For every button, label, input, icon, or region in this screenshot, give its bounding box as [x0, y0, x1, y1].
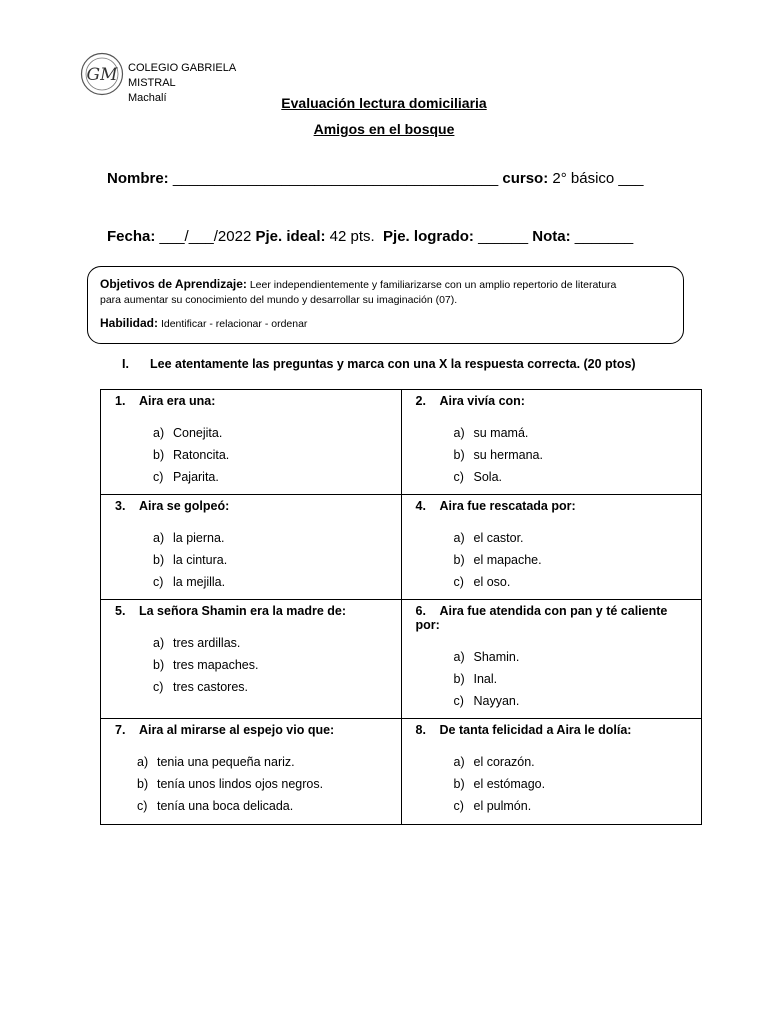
answer-option[interactable]: c) tres castores. — [153, 680, 249, 694]
answer-option[interactable]: b) tenía unos lindos ojos negros. — [137, 777, 324, 791]
document-title: Evaluación lectura domiciliaria — [281, 95, 487, 111]
document-subtitle: Amigos en el bosque — [313, 121, 455, 137]
answer-option[interactable]: c) la mejilla. — [153, 575, 226, 589]
answer-option[interactable]: a) tenia una pequeña nariz. — [137, 755, 295, 769]
name-course-line — [107, 170, 643, 187]
answer-option[interactable]: c) tenía una boca delicada. — [137, 799, 294, 813]
question-text: Aira vivía con: — [439, 394, 525, 408]
grade-label: Nota: — [532, 228, 571, 245]
question-cell — [401, 600, 702, 719]
school-name-line1: COLEGIO GABRIELA — [128, 62, 237, 74]
question-text: La señora Shamin era la madre de: — [139, 604, 347, 618]
skill-text: Identificar - relacionar - ordenar — [160, 318, 308, 330]
school-logo-icon — [80, 52, 124, 96]
questions-table — [100, 389, 702, 825]
answer-option[interactable]: b) su hermana. — [453, 448, 543, 462]
answer-option[interactable]: a) la pierna. — [153, 531, 225, 545]
question-text: De tanta felicidad a Aira le dolía: — [439, 723, 632, 737]
date-score-line — [107, 228, 633, 245]
question-text: Aira fue rescatada por: — [439, 499, 576, 513]
answer-option[interactable]: b) la cintura. — [153, 553, 228, 567]
objectives-text-2: para aumentar su conocimiento del mundo y desarrollar su imaginación (07). — [100, 294, 458, 306]
question-number: 1. — [115, 394, 126, 408]
logo-letters: GM — [86, 65, 118, 85]
objectives-text-1: Leer independientemente y familiarizarse con un amplio repertorio de literatura — [249, 279, 617, 291]
name-blank[interactable]: _______________________________________ — [172, 170, 499, 187]
question-text: Aira se golpeó: — [139, 499, 230, 513]
answer-option[interactable]: a) tres ardillas. — [153, 636, 241, 650]
question-number: 3. — [115, 499, 126, 513]
answer-option[interactable]: c) el pulmón. — [453, 799, 532, 813]
question-number: 7. — [115, 723, 126, 737]
school-location: Machalí — [128, 92, 167, 104]
answer-option[interactable]: b) el mapache. — [453, 553, 542, 567]
achieved-score-label: Pje. logrado: — [383, 228, 474, 245]
question-number: 4. — [415, 499, 426, 513]
answer-option[interactable]: b) Ratoncita. — [153, 448, 230, 462]
ideal-score-value: 42 pts. — [329, 228, 375, 245]
question-number: 5. — [115, 604, 126, 618]
date-value[interactable]: ___/___/2022 — [159, 228, 252, 245]
question-cell — [101, 719, 402, 825]
school-name-line2: MISTRAL — [128, 77, 176, 89]
instruction-number: I. — [122, 357, 129, 371]
answer-option[interactable]: b) el estómago. — [453, 777, 546, 791]
question-number: 2. — [415, 394, 426, 408]
answer-option[interactable]: c) el oso. — [453, 575, 511, 589]
question-cell — [101, 390, 402, 495]
question-text: Aira fue atendida con pan y té caliente por: — [415, 604, 668, 632]
answer-option[interactable]: b) tres mapaches. — [153, 658, 259, 672]
question-number: 8. — [415, 723, 426, 737]
question-cell — [401, 390, 702, 495]
question-cell — [401, 719, 702, 825]
question-cell — [101, 600, 402, 719]
name-label: Nombre: — [107, 170, 169, 187]
course-value[interactable]: 2° básico ___ — [552, 170, 644, 187]
answer-option[interactable]: a) el corazón. — [453, 755, 535, 769]
answer-option[interactable]: c) Sola. — [453, 470, 502, 484]
answer-option[interactable]: c) Nayyan. — [453, 694, 520, 708]
objectives-label: Objetivos de Aprendizaje: — [100, 277, 247, 291]
date-label: Fecha: — [107, 228, 156, 245]
course-label: curso: — [502, 170, 549, 187]
question-cell — [401, 495, 702, 600]
answer-option[interactable]: a) su mamá. — [453, 426, 529, 440]
ideal-score-label: Pje. ideal: — [255, 228, 326, 245]
answer-option[interactable]: b) Inal. — [453, 672, 498, 686]
question-cell — [101, 495, 402, 600]
skill-label: Habilidad: — [100, 316, 159, 330]
grade-blank[interactable]: _______ — [574, 228, 634, 245]
question-text: Aira al mirarse al espejo vio que: — [139, 723, 335, 737]
instruction — [122, 357, 636, 371]
question-number: 6. — [415, 604, 426, 618]
instruction-text: Lee atentamente las preguntas y marca con una X la respuesta correcta. (20 ptos) — [150, 357, 636, 371]
objectives-box — [87, 266, 684, 344]
question-text: Aira era una: — [139, 394, 216, 408]
answer-option[interactable]: c) Pajarita. — [153, 470, 219, 484]
achieved-score-blank[interactable]: ______ — [478, 228, 529, 245]
answer-option[interactable]: a) Shamin. — [453, 650, 520, 664]
answer-option[interactable]: a) Conejita. — [153, 426, 223, 440]
answer-option[interactable]: a) el castor. — [453, 531, 524, 545]
